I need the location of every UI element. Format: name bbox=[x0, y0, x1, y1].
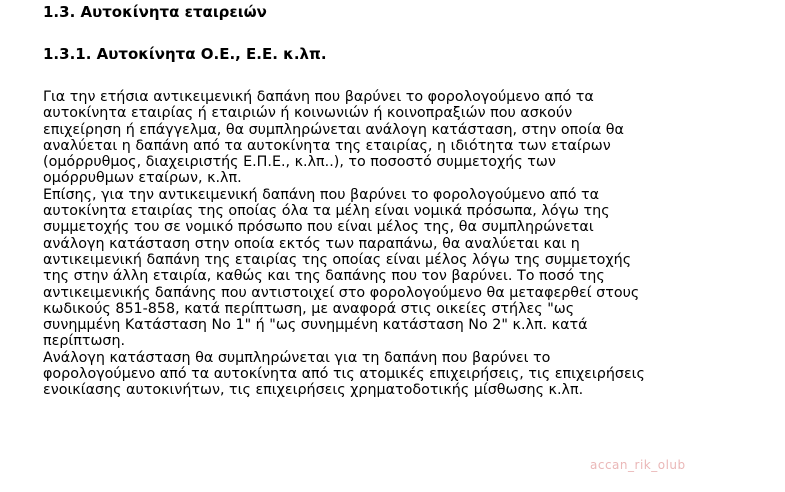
body-line: αναλύεται η δαπάνη από τα αυτοκίνητα της εταιρίας, η ιδιότητα των εταίρων bbox=[43, 137, 611, 154]
body-line: φορολογούμενο από τα αυτοκίνητα από τις ατομικές επιχειρήσεις, τις επιχειρήσεις bbox=[43, 366, 645, 383]
body-line: επιχείρηση ή επάγγελμα, θα συμπληρώνεται ανάλογη κατάσταση, στην οποία θα bbox=[43, 121, 624, 138]
body-text bbox=[43, 89, 763, 399]
body-line: Επίσης, για την αντικειμενική δαπάνη που βαρύνει το φορολογούμενο από τα bbox=[43, 186, 600, 203]
body-line: Για την ετήσια αντικειμενική δαπάνη που βαρύνει το φορολογούμενο από τα bbox=[43, 89, 594, 105]
body-line: αντικειμενική δαπάνη της εταιρίας της οποίας είναι μέλος λόγω της συμμετοχής bbox=[43, 251, 632, 268]
body-line: συμμετοχής του σε νομικό πρόσωπο που είναι μέλος της, θα συμπληρώνεται bbox=[43, 219, 594, 236]
body-line: αντικειμενικής δαπάνης που αντιστοιχεί στο φορολογούμενο θα μεταφερθεί στους bbox=[43, 284, 640, 301]
body-line: συνημμένη Κατάσταση Νο 1" ή "ως συνημμένη κατάσταση Νο 2" κ.λπ. κατά bbox=[43, 317, 588, 334]
body-line: της στην άλλη εταιρία, καθώς και της δαπάνης που τον βαρύνει. Το ποσό της bbox=[43, 268, 605, 285]
watermark-text: accan_rik_olub bbox=[590, 458, 686, 472]
body-line: (ομόρρυθμος, διαχειριστής Ε.Π.Ε., κ.λπ..), το ποσοστό συμμετοχής των bbox=[43, 154, 556, 171]
body-line: ομόρρυθμων εταίρων, κ.λπ. bbox=[43, 170, 242, 187]
body-line: Ανάλογη κατάσταση θα συμπληρώνεται για τη δαπάνη που βαρύνει το bbox=[43, 349, 551, 366]
body-line: περίπτωση. bbox=[43, 333, 126, 350]
body-line: ανάλογη κατάσταση στην οποία εκτός των παραπάνω, θα αναλύεται και η bbox=[43, 235, 580, 252]
body-line: κωδικούς 851-858, κατά περίπτωση, με αναφορά στις οικείες στήλες "ως bbox=[43, 300, 575, 317]
subsection-heading: 1.3.1. Αυτοκίνητα Ο.Ε., Ε.Ε. κ.λπ. bbox=[43, 45, 327, 63]
section-heading: 1.3. Αυτοκίνητα εταιρειών bbox=[43, 3, 267, 21]
body-line: ενοικίασης αυτοκινήτων, τις επιχειρήσεις χρηματοδοτικής μίσθωσης κ.λπ. bbox=[43, 382, 584, 399]
body-line: αυτοκίνητα εταιρίας ή εταιριών ή κοινωνιών ή κοινοπραξιών που ασκούν bbox=[43, 105, 573, 122]
body-line: αυτοκίνητα εταιρίας της οποίας όλα τα μέλη είναι νομικά πρόσωπα, λόγω της bbox=[43, 203, 610, 220]
